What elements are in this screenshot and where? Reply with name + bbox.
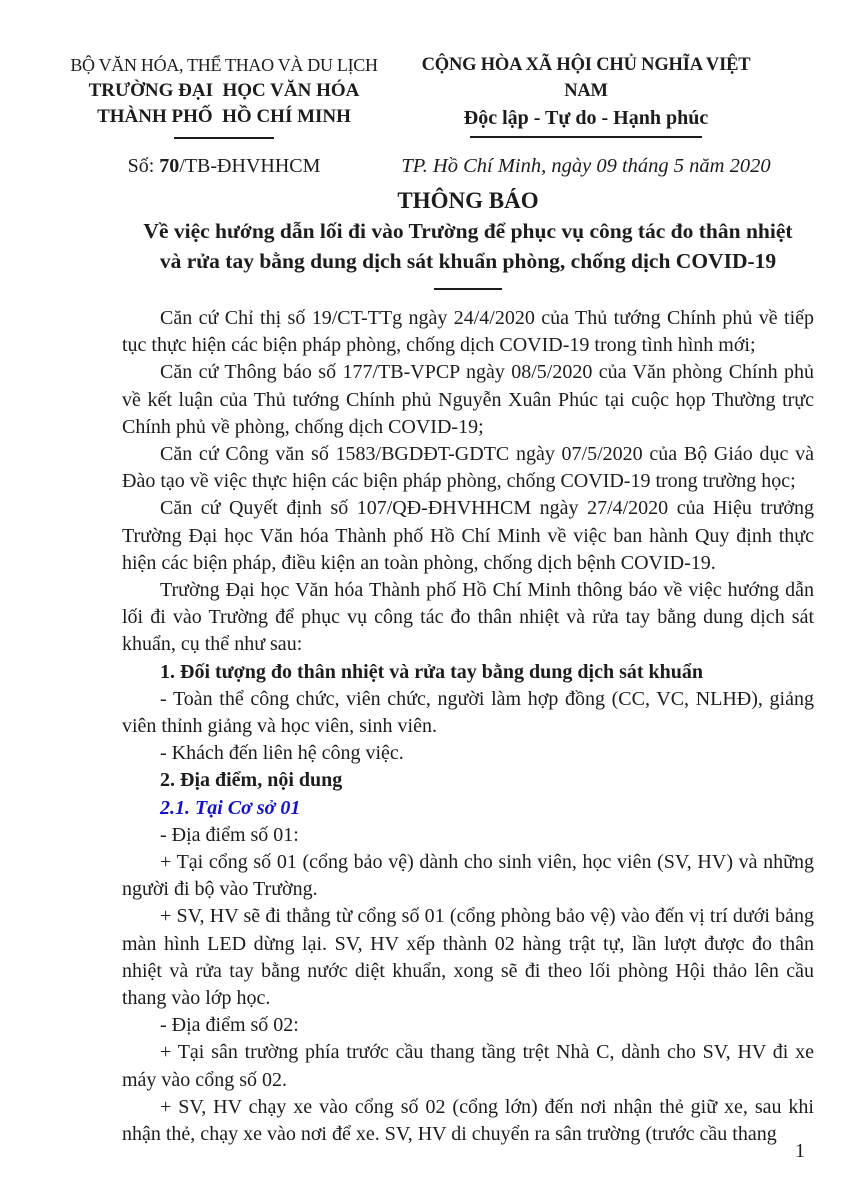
document-number-value: 70 xyxy=(159,155,180,177)
parent-ministry-name: BỘ VĂN HÓA, THỂ THAO VÀ DU LỊCH xyxy=(70,55,378,75)
paragraph-location-02-procedure: + SV, HV chạy xe vào cổng số 02 (cổng lớn) đến nơi nhận thẻ giữ xe, sau khi nhận thẻ, chạy xe vào nơi để xe. SV, HV di chuyển ra sân trường (trước cầu thang xyxy=(122,1095,814,1146)
paragraph-location-02: - Địa điểm số 02: xyxy=(160,1014,299,1037)
title-underline xyxy=(434,288,502,290)
paragraph-subjects-staff: - Toàn thể công chức, viên chức, người làm hợp đồng (CC, VC, NLHĐ), giảng viên thỉnh giảng và học viên, sinh viên. xyxy=(122,687,814,738)
paragraph-location-01-gate: + Tại cổng số 01 (cổng bảo vệ) dành cho sinh viên, học viên (SV, HV) và những người đi bộ vào Trường. xyxy=(122,851,814,901)
agency-underline xyxy=(174,137,274,139)
paragraph-subjects-guests: - Khách đến liên hệ công việc. xyxy=(160,742,404,765)
document-number-line xyxy=(68,155,380,178)
paragraph-location-01-procedure: + SV, HV sẽ đi thẳng từ cổng số 01 (cổng phòng bảo vệ) vào đến vị trí dưới bảng màn hình LED dừng lại. SV, HV xếp thành 02 hàng trật tự, lần lượt được đo thân nhiệt và rửa tay bằng nước diệt khuẩn, xong sẽ đi theo lối phòng Hội thảo lên cầu thang vào lớp học. xyxy=(122,905,814,1010)
document-title-block xyxy=(122,186,814,290)
university-name-line2: THÀNH PHỐ HỒ CHÍ MINH xyxy=(97,106,351,127)
paragraph-legal-basis-3: Căn cứ Công văn số 1583/BGDĐT-GDTC ngày 07/5/2020 của Bộ Giáo dục và Đào tạo về việc thực hiện các biện pháp phòng, chống COVID-19 trong trường học; xyxy=(122,443,814,493)
document-header xyxy=(0,52,849,178)
paragraph-location-02-gate: + Tại sân trường phía trước cầu thang tầng trệt Nhà C, dành cho SV, HV đi xe máy vào cổng số 02. xyxy=(122,1041,814,1091)
paragraph-announcement-intro: Trường Đại học Văn hóa Thành phố Hồ Chí Minh thông báo về việc hướng dẫn lối đi vào Trường để phục vụ công tác đo thân nhiệt và rửa tay bằng dung dịch sát khuẩn, cụ thể như sau: xyxy=(122,579,814,656)
national-title: CỘNG HÒA XÃ HỘI CHỦ NGHĨA VIỆT NAM xyxy=(421,55,751,101)
national-motto-block xyxy=(398,52,774,178)
document-subject-line2: và rửa tay bằng dung dịch sát khuẩn phòng, chống dịch COVID-19 xyxy=(159,249,777,273)
section-heading-2: 2. Địa điểm, nội dung xyxy=(160,769,343,792)
place-date-line: TP. Hồ Chí Minh, ngày 09 tháng 5 năm 2020 xyxy=(401,155,771,177)
paragraph-location-01: - Địa điểm số 01: xyxy=(160,823,299,846)
university-name-line1: TRƯỜNG ĐẠI HỌC VĂN HÓA xyxy=(88,80,360,101)
document-type-heading: THÔNG BÁO xyxy=(397,188,539,213)
document-number-label: Số: xyxy=(127,155,160,177)
section-heading-1: 1. Đối tượng đo thân nhiệt và rửa tay bằng dung dịch sát khuẩn xyxy=(160,660,703,683)
document-subject-line1: Về việc hướng dẫn lối đi vào Trường để phục vụ công tác đo thân nhiệt xyxy=(143,219,793,243)
paragraph-legal-basis-1: Căn cứ Chỉ thị số 19/CT-TTg ngày 24/4/2020 của Thủ tướng Chính phủ về tiếp tục thực hiện các biện pháp phòng, chống dịch COVID-19 trong tình hình mới; xyxy=(122,307,814,357)
document-body xyxy=(122,305,814,1148)
motto-underline xyxy=(470,136,702,138)
paragraph-legal-basis-4: Căn cứ Quyết định số 107/QĐ-ĐHVHHCM ngày 27/4/2020 của Hiệu trưởng Trường Đại học Văn hóa Thành phố Hồ Chí Minh về việc ban hành Quy định thực hiện các biện pháp, điều kiện an toàn phòng, chống dịch bệnh COVID-19. xyxy=(122,497,814,574)
national-motto: Độc lập - Tự do - Hạnh phúc xyxy=(463,107,709,129)
issuing-agency-block xyxy=(68,52,380,178)
subsection-heading-2-1: 2.1. Tại Cơ sở 01 xyxy=(160,796,301,819)
paragraph-legal-basis-2: Căn cứ Thông báo số 177/TB-VPCP ngày 08/5/2020 của Văn phòng Chính phủ về kết luận của Thủ tướng Chính phủ Nguyễn Xuân Phúc tại cuộc họp Thường trực Chính phủ về phòng, chống dịch COVID-19; xyxy=(122,361,814,438)
page-number: 1 xyxy=(795,1140,805,1162)
document-number-suffix: /TB-ĐHVHHCM xyxy=(179,155,321,177)
